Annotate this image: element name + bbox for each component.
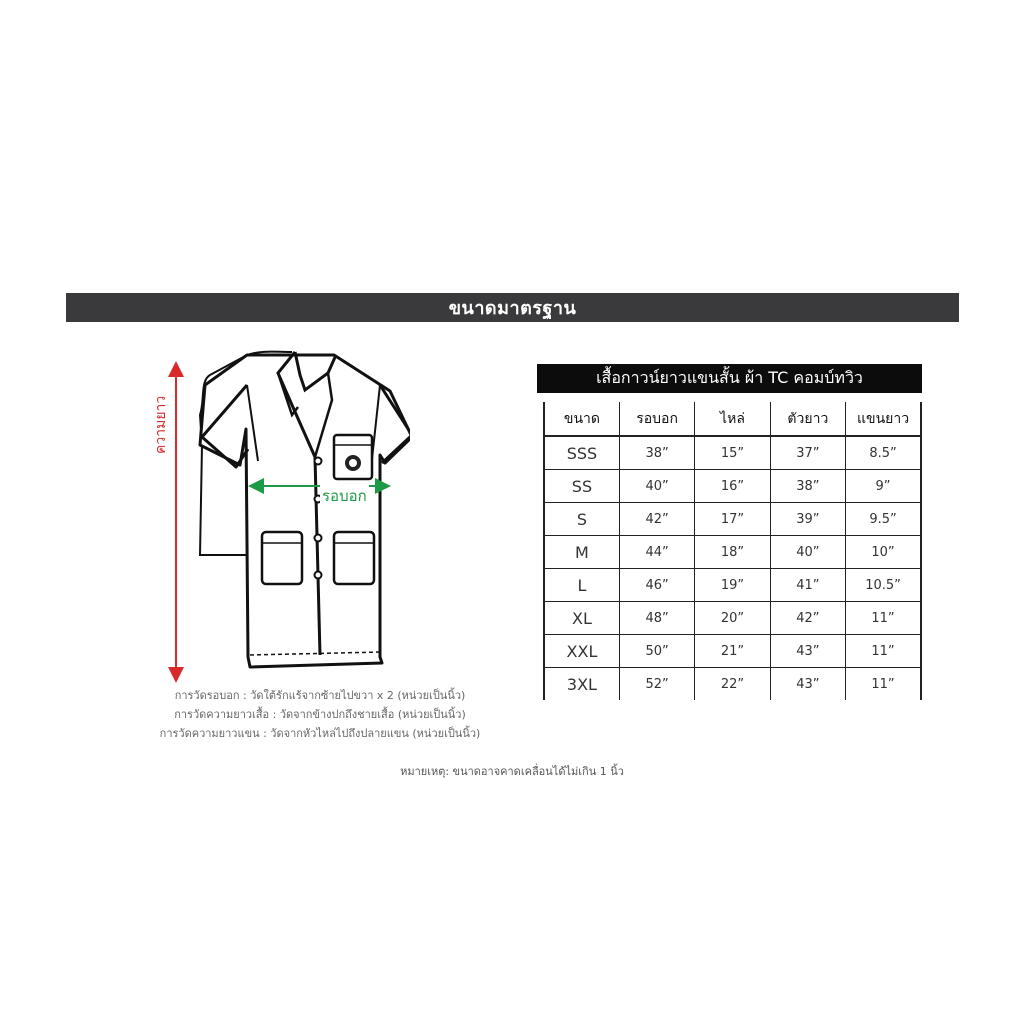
cell-length: 38” — [770, 470, 845, 503]
cell-chest: 50” — [619, 635, 694, 668]
table-row — [544, 536, 921, 569]
cell-chest: 46” — [619, 569, 694, 602]
cell-chest: 44” — [619, 536, 694, 569]
cell-sleeve: 8.5” — [846, 436, 921, 470]
cell-chest: 52” — [619, 668, 694, 701]
cell-size: 3XL — [544, 668, 619, 701]
table-row — [544, 602, 921, 635]
cell-length: 43” — [770, 635, 845, 668]
cell-sleeve: 10” — [846, 536, 921, 569]
length-label: ความยาว — [153, 395, 169, 455]
cell-chest: 40” — [619, 470, 694, 503]
cell-chest: 42” — [619, 503, 694, 536]
note-sleeve: การวัดความยาวแขน : วัดจากหัวไหล่ไปถึงปลายแขน (หน่วยเป็นนิ้ว) — [159, 727, 481, 740]
cell-shoulder: 20” — [695, 602, 770, 635]
cell-size: SS — [544, 470, 619, 503]
note-length: การวัดความยาวเสื้อ : วัดจากข้างปกถึงชายเสื้อ (หน่วยเป็นนิ้ว) — [174, 708, 466, 721]
header-size: ขนาด — [544, 402, 619, 436]
header-shoulder: ไหล่ — [695, 402, 770, 436]
cell-size: XL — [544, 602, 619, 635]
table-row — [544, 503, 921, 536]
cell-sleeve: 9.5” — [846, 503, 921, 536]
note-chest: การวัดรอบอก : วัดใต้รักแร้จากซ้ายไปขวา x 2 (หน่วยเป็นนิ้ว) — [174, 689, 466, 702]
cell-shoulder: 17” — [695, 503, 770, 536]
table-row — [544, 436, 921, 470]
lab-coat-illustration — [150, 345, 410, 685]
table-row — [544, 470, 921, 503]
cell-length: 39” — [770, 503, 845, 536]
footnote: หมายเหตุ: ขนาดอาจคาดเคลื่อนได้ไม่เกิน 1 นิ้ว — [400, 765, 624, 778]
cell-shoulder: 21” — [695, 635, 770, 668]
cell-size: L — [544, 569, 619, 602]
measurement-notes — [150, 686, 490, 743]
cell-chest: 48” — [619, 602, 694, 635]
cell-sleeve: 11” — [846, 635, 921, 668]
cell-sleeve: 11” — [846, 602, 921, 635]
cell-sleeve: 9” — [846, 470, 921, 503]
table-row — [544, 569, 921, 602]
header-sleeve: แขนยาว — [846, 402, 921, 436]
page-banner — [66, 293, 959, 322]
header-chest: รอบอก — [619, 402, 694, 436]
cell-size: S — [544, 503, 619, 536]
cell-length: 37” — [770, 436, 845, 470]
header-length: ตัวยาว — [770, 402, 845, 436]
size-chart-table — [543, 402, 922, 700]
cell-shoulder: 15” — [695, 436, 770, 470]
table-header-row — [544, 402, 921, 436]
cell-length: 42” — [770, 602, 845, 635]
cell-size: M — [544, 536, 619, 569]
product-title — [537, 364, 922, 393]
cell-shoulder: 19” — [695, 569, 770, 602]
table-row — [544, 668, 921, 701]
cell-length: 40” — [770, 536, 845, 569]
cell-shoulder: 22” — [695, 668, 770, 701]
cell-chest: 38” — [619, 436, 694, 470]
banner-title: ขนาดมาตรฐาน — [448, 298, 577, 319]
cell-size: XXL — [544, 635, 619, 668]
cell-shoulder: 18” — [695, 536, 770, 569]
cell-size: SSS — [544, 436, 619, 470]
cell-sleeve: 10.5” — [846, 569, 921, 602]
cell-length: 41” — [770, 569, 845, 602]
product-title-text: เสื้อกาวน์ยาวแขนสั้น ผ้า TC คอมบ์ทวิว — [596, 368, 863, 387]
cell-shoulder: 16” — [695, 470, 770, 503]
table-row — [544, 635, 921, 668]
cell-sleeve: 11” — [846, 668, 921, 701]
cell-length: 43” — [770, 668, 845, 701]
chest-label: รอบอก — [320, 484, 369, 508]
